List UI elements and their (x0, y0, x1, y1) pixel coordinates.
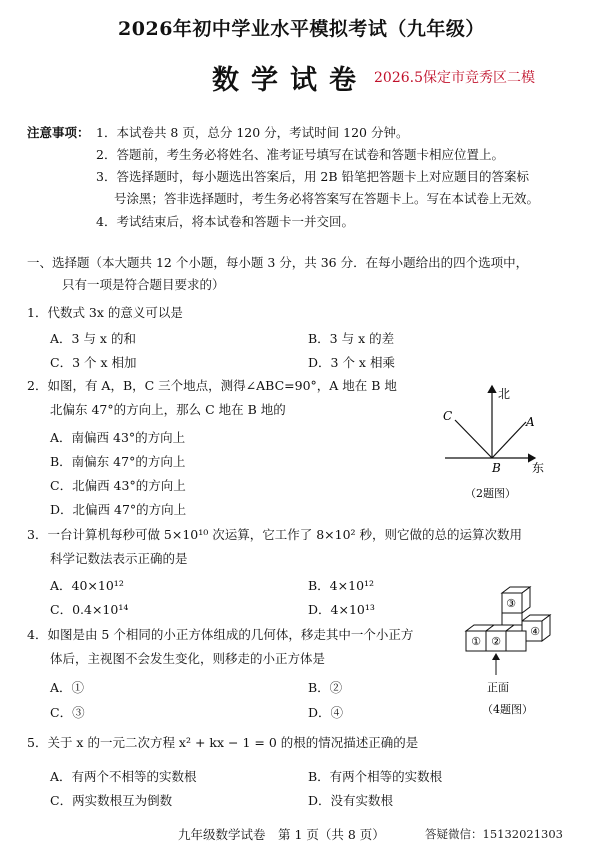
section-heading: 一、选择题（本大题共 12 个小题，每小题 3 分，共 36 分．在每小题给出的四个选项中， (27, 255, 529, 270)
point-c-label: C (443, 409, 453, 423)
q2-direction-figure (425, 380, 555, 500)
ray-ba (492, 422, 526, 458)
ray-bc (455, 420, 492, 458)
q2-option-d: D．北偏西 47°的方向上 (50, 502, 187, 517)
q4-stem-line1: 4．如图是由 5 个相同的小正方体组成的几何体，移走其中一个小正方 (27, 627, 414, 642)
q5-stem: 5．关于 x 的一元二次方程 x² + kx − 1 = 0 的根的情况描述正确的是 (27, 735, 419, 750)
q3-stem-line1: 3．一台计算机每秒可做 5×10¹⁰ 次运算，它工作了 8×10² 秒，则它做的总的运算次数用 (27, 527, 523, 542)
q4-option-b: B．② (308, 680, 343, 695)
note-item-3-cont: 号涂黑；答非选择题时，考生务必将答案写在答题卡上。写在本试卷上无效。 (114, 191, 540, 206)
q1-option-a: A．3 与 x 的和 (50, 331, 136, 346)
q1-option-d: D．3 个 x 相乘 (308, 355, 395, 370)
page-footer: 九年级数学试卷 第 1 页（共 8 页） (178, 827, 385, 842)
q3-option-c: C．0.4×10¹⁴ (50, 602, 129, 617)
q1-option-c: C．3 个 x 相加 (50, 355, 137, 370)
q4-option-d: D．④ (308, 705, 344, 720)
cube-4-label: ④ (530, 625, 540, 638)
q3-option-d: D．4×10¹³ (308, 602, 375, 617)
q2-option-a: A．南偏西 43°的方向上 (50, 430, 186, 445)
subject-title: 数学试卷 (212, 65, 368, 96)
north-label: 北 (498, 387, 511, 401)
q5-option-c: C．两实数根互为倒数 (50, 793, 173, 808)
q5-option-d: D．没有实数根 (308, 793, 394, 808)
q3-stem-line2: 科学记数法表示正确的是 (50, 551, 188, 566)
q1-option-b: B．3 与 x 的差 (308, 331, 395, 346)
note-item-1: 1．本试卷共 8 页，总分 120 分，考试时间 120 分钟。 (96, 125, 409, 140)
point-a-label: A (526, 415, 535, 429)
notes-label: 注意事项： (27, 125, 90, 140)
q2-figure-caption: （2题图） (465, 487, 516, 500)
cube-3-label: ③ (506, 597, 516, 610)
point-b-label: B (492, 461, 501, 475)
q4-stem-line2: 体后，主视图不会发生变化，则移走的小正方体是 (50, 651, 326, 666)
q4-cube-figure (460, 583, 560, 721)
q5-option-a: A．有两个不相等的实数根 (50, 769, 197, 784)
q4-option-a: A．① (50, 680, 85, 695)
cube-1-label: ① (471, 635, 481, 648)
q5-option-b: B．有两个相等的实数根 (308, 769, 443, 784)
note-item-3: 3．答选择题时，每小题选出答案后，用 2B 铅笔把答题卡上对应题目的答案标 (96, 169, 530, 184)
section-heading-cont: 只有一项是符合题目要求的） (62, 277, 225, 292)
q4-figure-caption: （4题图） (482, 703, 533, 716)
note-item-4: 4．考试结束后，将本试卷和答题卡一并交回。 (96, 214, 354, 229)
q2-option-b: B．南偏东 47°的方向上 (50, 454, 186, 469)
wechat-contact: 答疑微信：15132021303 (425, 827, 563, 841)
q1-stem: 1．代数式 3x 的意义可以是 (27, 305, 183, 320)
exam-title: 2026年初中学业水平模拟考试（九年级） (118, 18, 485, 40)
note-item-2: 2．答题前，考生务必将姓名、准考证号填写在试卷和答题卡相应位置上。 (96, 147, 504, 162)
q2-option-c: C．北偏西 43°的方向上 (50, 478, 186, 493)
cube-2-label: ② (491, 635, 501, 648)
q3-option-b: B．4×10¹² (308, 578, 375, 593)
east-label: 东 (532, 461, 545, 475)
source-stamp: 2026.5保定市竞秀区二模 (374, 70, 535, 86)
q4-option-c: C．③ (50, 705, 85, 720)
q2-stem-line2: 北偏东 47°的方向上，那么 C 地在 B 地的 (50, 402, 286, 417)
front-label: 正面 (487, 681, 509, 694)
q2-stem-line1: 2．如图，有 A，B，C 三个地点，测得∠ABC=90°，A 地在 B 地 (27, 378, 397, 393)
q3-option-a: A．40×10¹² (50, 578, 124, 593)
